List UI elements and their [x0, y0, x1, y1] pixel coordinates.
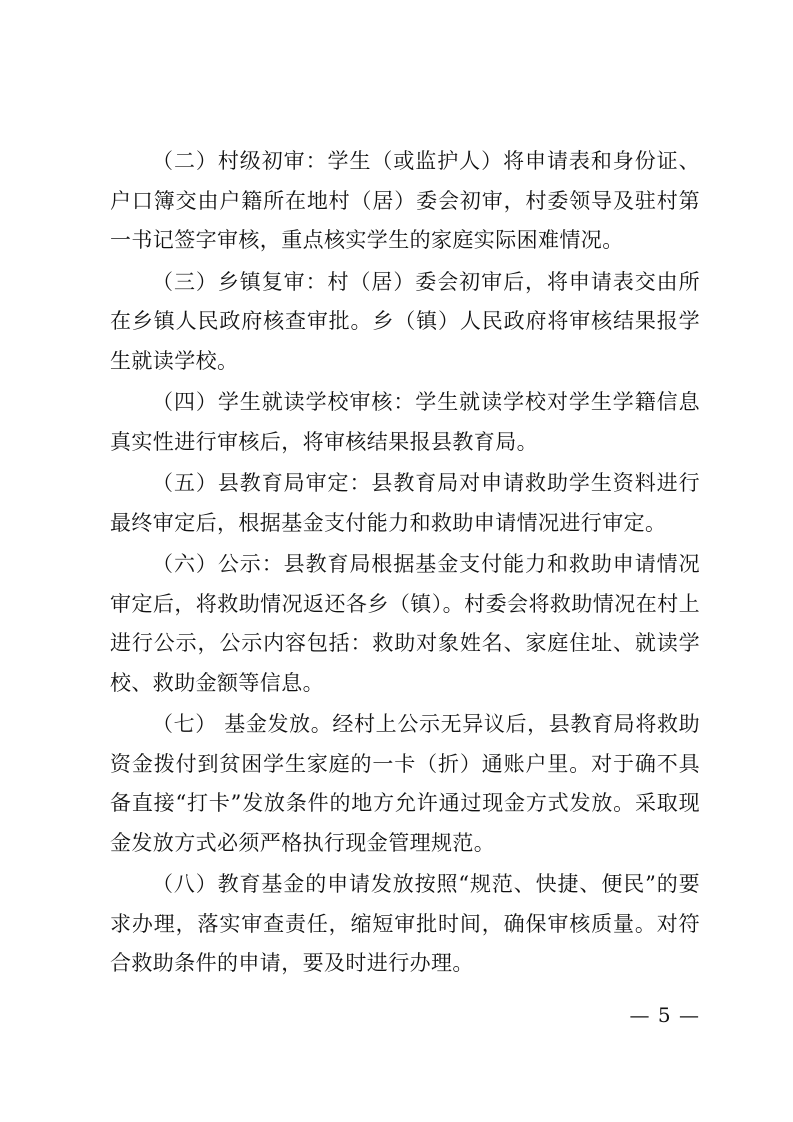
paragraph-fund-distribution: （七） 基金发放。经村上公示无异议后，县教育局将救助资金拨付到贫困学生家庭的一卡（折）通账户里。对于确不具备直接“打卡”发放条件的地方允许通过现金方式发放。采取现金发放方式必须严格执行现金管理规范。: [110, 712, 700, 855]
paragraph-school-review: （四）学生就读学校审核：学生就读学校对学生学籍信息真实性进行审核后，将审核结果报县教育局。: [110, 390, 700, 454]
paragraph-township-review: （三）乡镇复审：村（居）委会初审后，将申请表交由所在乡镇人民政府核查审批。乡（镇）人民政府将审核结果报学生就读学校。: [110, 269, 700, 373]
page-number: — 5 —: [629, 1003, 700, 1027]
paragraph-application-requirements: （八）教育基金的申请发放按照“规范、快捷、便民”的要求办理，落实审查责任，缩短审批时间，确保审核质量。对符合救助条件的申请，要及时进行办理。: [110, 872, 700, 975]
paragraph-village-review: （二）村级初审：学生（或监护人）将申请表和身份证、户口簿交由户籍所在地村（居）委会初审，村委领导及驻村第一书记签字审核，重点核实学生的家庭实际困难情况。: [110, 149, 700, 252]
body-text: [110, 142, 700, 986]
paragraph-public-notice: （六）公示：县教育局根据基金支付能力和救助申请情况审定后，将救助情况返还各乡（镇）。村委会将救助情况在村上进行公示，公示内容包括：救助对象姓名、家庭住址、就读学校、救助金额等信息。: [110, 552, 700, 695]
paragraph-county-approval: （五）县教育局审定：县教育局对申请救助学生资料进行最终审定后，根据基金支付能力和救助申请情况进行审定。: [110, 471, 700, 535]
